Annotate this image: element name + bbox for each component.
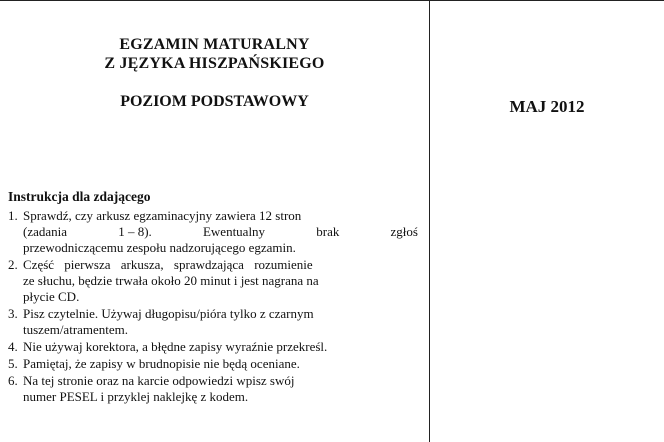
exam-title-line-2: Z JĘZYKA HISZPAŃSKIEGO [104, 55, 325, 72]
instruction-number: 6. [8, 373, 18, 388]
instruction-number: 2. [8, 257, 18, 272]
instruction-item-1 [8, 208, 418, 256]
instruction-line-spread [23, 224, 418, 240]
instruction-word: 1 – 8). [118, 224, 152, 239]
exam-title-line-1: EGZAMIN MATURALNY [119, 36, 310, 53]
instructions-list [8, 208, 418, 406]
instruction-line: płycie CD. [23, 289, 80, 304]
right-column [430, 0, 664, 442]
instruction-number: 3. [8, 306, 18, 321]
instruction-line: Na tej stronie oraz na karcie odpowiedzi wpisz swój [23, 373, 295, 388]
instruction-number: 1. [8, 208, 18, 223]
instruction-item-3 [8, 306, 418, 338]
instruction-item-5 [8, 356, 418, 372]
instruction-line: Pisz czytelnie. Używaj długopisu/pióra tylko z czarnym [23, 306, 314, 321]
exam-level: POZIOM PODSTAWOWY [120, 93, 309, 110]
instruction-word: Ewentualny [202, 224, 266, 239]
instruction-word: zgłoś [390, 224, 418, 239]
instruction-word: (zadania [23, 224, 68, 239]
instruction-line: Część pierwsza arkusza, sprawdzająca rozumienie [23, 257, 313, 272]
instruction-item-6 [8, 373, 418, 405]
instruction-line: Nie używaj korektora, a błędne zapisy wyraźnie przekreśl. [23, 339, 328, 354]
instruction-line: Pamiętaj, że zapisy w brudnopisie nie będą oceniane. [23, 356, 300, 371]
instruction-line: ze słuchu, będzie trwała około 20 minut i jest nagrana na [23, 273, 319, 288]
instruction-word: brak [316, 224, 340, 239]
instruction-item-2 [8, 257, 418, 305]
instruction-line: numer PESEL i przyklej naklejkę z kodem. [23, 389, 249, 404]
instruction-number: 5. [8, 356, 18, 371]
instruction-line: Sprawdź, czy arkusz egzaminacyjny zawiera 12 stron [23, 208, 302, 223]
instruction-item-4 [8, 339, 418, 355]
exam-date: MAJ 2012 [509, 97, 585, 116]
instruction-line: tuszem/atramentem. [23, 322, 129, 337]
instructions-heading: Instrukcja dla zdającego [8, 189, 151, 204]
instruction-number: 4. [8, 339, 18, 354]
instruction-line: przewodniczącemu zespołu nadzorującego egzamin. [23, 240, 296, 255]
